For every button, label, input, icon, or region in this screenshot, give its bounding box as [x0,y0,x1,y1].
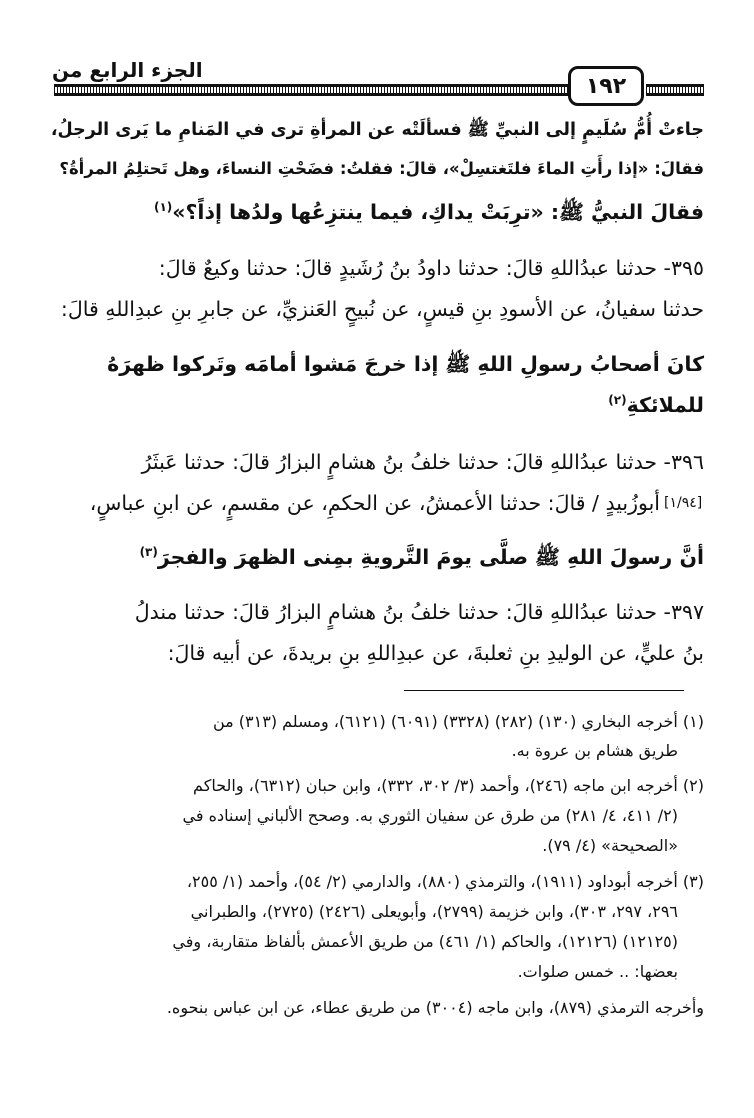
footnote-1-line: (١) أخرجه البخاري (١٣٠) (٢٨٢) (٣٣٢٨) (٦٠٩١) (٦١٢١)، ومسلم (٣١٣) من [212,712,704,731]
footnote-3-line: (٣) أخرجه أبوداود (١٩١١)، والترمذي (٨٨٠)، والدارمي (٢/ ٥٤)، وأحمد (١/ ٢٥٥، [186,872,704,891]
footnote-3-line: ٢٩٦، ٢٩٧، ٣٠٣)، وابن خزيمة (٢٧٩٩)، وأبويعلى (٢٤٢٦) (٢٧٢٥)، والطبراني [190,902,678,921]
matn-line: للملائكةِ$^{(٢)}$ [608,393,704,417]
isnad-line: بنُ عليٍّ، عن الوليدِ بنِ ثعلبةَ، عن عبدِاللهِ بنِ بريدةَ، عن أبيه قالَ: [167,641,704,665]
matn-line: أنَّ رسولَ اللهِ ﷺ صلَّى يومَ التَّرويةِ بمِنى الظهرَ والفجرَ$^{(٣)}$ [139,545,704,569]
isnad-line: حدثنا سفيانُ، عن الأسودِ بنِ قيسٍ، عن نُبيحٍ العَنزيِّ، عن جابرِ بنِ عبدِاللهِ قالَ: [60,297,704,321]
isnad-line: ٣٩٧- حدثنا عبدُاللهِ قالَ: حدثنا خلفُ بنُ هشامٍ البزارُ قالَ: حدثنا مندلُ [134,600,704,624]
footnote-rule [404,690,684,691]
footnote-2-line: (٢/ ٤١١، ٤/ ٢٨١) من طرق عن سفيان الثوري به. وصحح الألباني إسناده في [182,806,678,825]
header-rule [54,84,570,96]
body-line: فقالَ: «إذا رأَتِ الماءَ فلتَغتسِلْ»، قالَ: فقلتُ: فضَحْتِ النساءَ، وهل تَحتلِمُ المرأةُ؟ [59,159,704,178]
footnote-3-line: (١٢١٢٥) (١٢١٢٦)، والحاكم (١/ ٤٦١) من طريق الأعمش بألفاظ متقاربة، وفي [172,932,678,951]
isnad-line: أبوزُبيدٍ / قالَ: حدثنا الأعمشُ، عن الحكمِ، عن مقسمٍ، عن ابنِ عباسٍ، [89,491,660,515]
footnote-ref[interactable]: (٢) [608,393,627,408]
page-number: ١٩٢ [568,66,644,106]
header-rule-right [646,84,704,96]
body-line: فقالَ النبيُّ ﷺ: «ترِبَتْ يداكِ، فيما ينتزِعُها ولدُها إذاً؟»$^{(١)}$ [153,200,704,224]
footnote-3-line: وأخرجه الترمذي (٨٧٩)، وابن ماجه (٣٠٠٤) من طريق عطاء، عن ابن عباس بنحوه. [166,998,704,1017]
margin-reference: [١/٩٤] [664,495,703,511]
body-line: جاءتْ أُمُّ سُلَيمٍ إلى النبيِّ ﷺ فسألَتْه عن المرأةِ ترى في المَنامِ ما يَرى الرجلُ، [50,120,704,140]
footnote-ref[interactable]: (٣) [139,545,158,560]
footnote-2-line: (٢) أخرجه ابن ماجه (٢٤٦)، وأحمد (٣/ ٣٠٢، ٣٣٢)، وابن حبان (٦٣١٢)، والحاكم [193,776,704,795]
isnad-line: ٣٩٦- حدثنا عبدُاللهِ قالَ: حدثنا خلفُ بنُ هشامٍ البزارُ قالَ: حدثنا عَبثَرُ [141,450,704,474]
running-title: الجزء الرابع من [52,58,203,82]
isnad-line: ٣٩٥- حدثنا عبدُاللهِ قالَ: حدثنا داودُ بنُ رُشَيدٍ قالَ: حدثنا وكيعٌ قالَ: [158,256,704,280]
footnote-2-line: «الصحيحة» (٤/ ٧٩). [542,836,678,855]
matn-line: كانَ أصحابُ رسولِ اللهِ ﷺ إذا خرجَ مَشوا أمامَه وتَركوا ظهرَهُ [107,352,704,376]
footnote-1-line: طريق هشام بن عروة به. [511,741,678,760]
footnote-ref[interactable]: (١) [153,200,173,215]
footnote-3-line: بعضها: .. خمس صلوات. [517,962,678,981]
